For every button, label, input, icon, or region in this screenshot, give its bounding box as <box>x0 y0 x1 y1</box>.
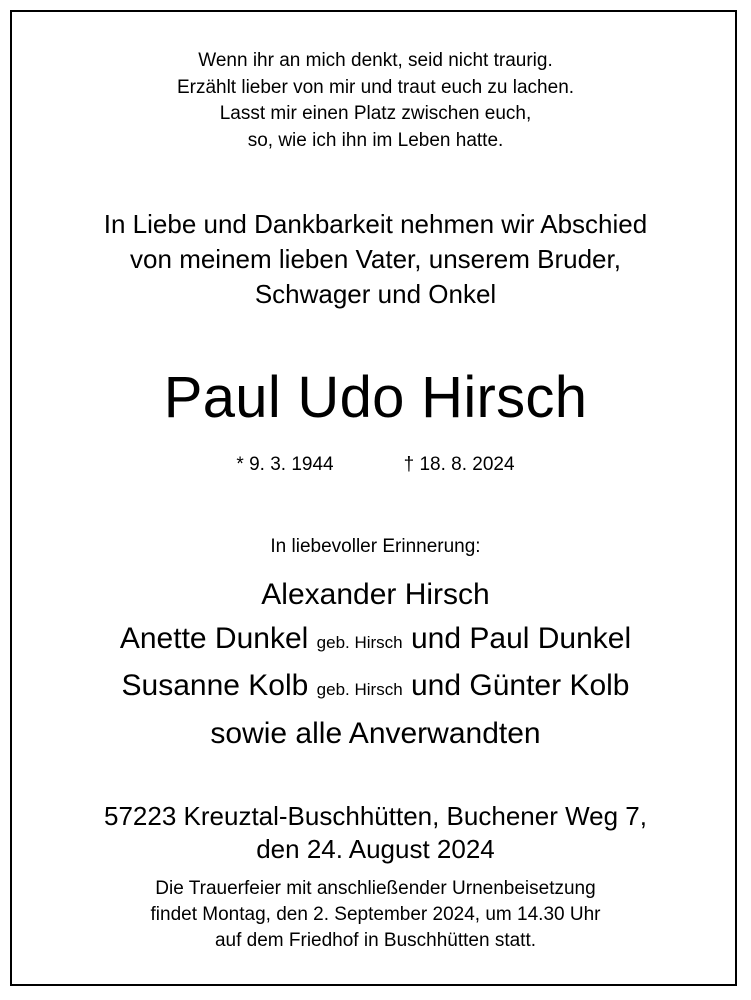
poem-line: Erzählt lieber von mir und traut euch zu lachen. <box>176 76 575 98</box>
mourner-line: Alexander Hirsch <box>261 578 490 611</box>
mourner-partner: und Paul Dunkel <box>410 621 632 655</box>
mourner-line: sowie alle Anverwandten <box>210 716 541 750</box>
maiden-name: geb. Hirsch <box>316 680 403 699</box>
deceased-name: Paul Udo Hirsch <box>163 365 588 430</box>
intro-line: Schwager und Onkel <box>254 279 497 309</box>
maiden-name: geb. Hirsch <box>316 632 403 652</box>
address-block <box>0 800 751 866</box>
mourner-line <box>0 617 751 665</box>
poem <box>0 48 751 154</box>
intro-line: von meinem lieben Vater, unserem Bruder, <box>130 244 621 274</box>
mourner-name: Anette Dunkel <box>119 621 309 655</box>
poem-line: so, wie ich ihn im Leben hatte. <box>247 129 504 151</box>
ceremony-line: findet Montag, den 2. September 2024, um 14.30 Uhr <box>150 904 601 925</box>
farewell-intro <box>0 207 751 312</box>
poem-line: Lasst mir einen Platz zwischen euch, <box>219 103 532 124</box>
date-line: den 24. August 2024 <box>256 834 495 864</box>
mourner-line <box>0 664 751 712</box>
mourner-name: Susanne Kolb <box>121 669 309 702</box>
ceremony-line: auf dem Friedhof in Buschhütten statt. <box>214 930 537 951</box>
ceremony-info <box>0 876 751 954</box>
mourner-partner: und Günter Kolb <box>411 669 630 702</box>
poem-line: Wenn ihr an mich denkt, seid nicht traurig. <box>198 50 553 71</box>
address-line: 57223 Kreuztal-Buschhütten, Buchener Weg 7, <box>104 801 647 831</box>
intro-line: In Liebe und Dankbarkeit nehmen wir Abschied <box>103 209 648 239</box>
ceremony-line: Die Trauerfeier mit anschließender Urnenbeisetzung <box>155 878 596 899</box>
mourners-list <box>0 573 751 755</box>
life-dates <box>0 451 751 479</box>
death-date: † 18. 8. 2024 <box>403 454 515 475</box>
memory-label: In liebevoller Erinnerung: <box>270 536 481 557</box>
birth-date: * 9. 3. 1944 <box>236 454 334 475</box>
